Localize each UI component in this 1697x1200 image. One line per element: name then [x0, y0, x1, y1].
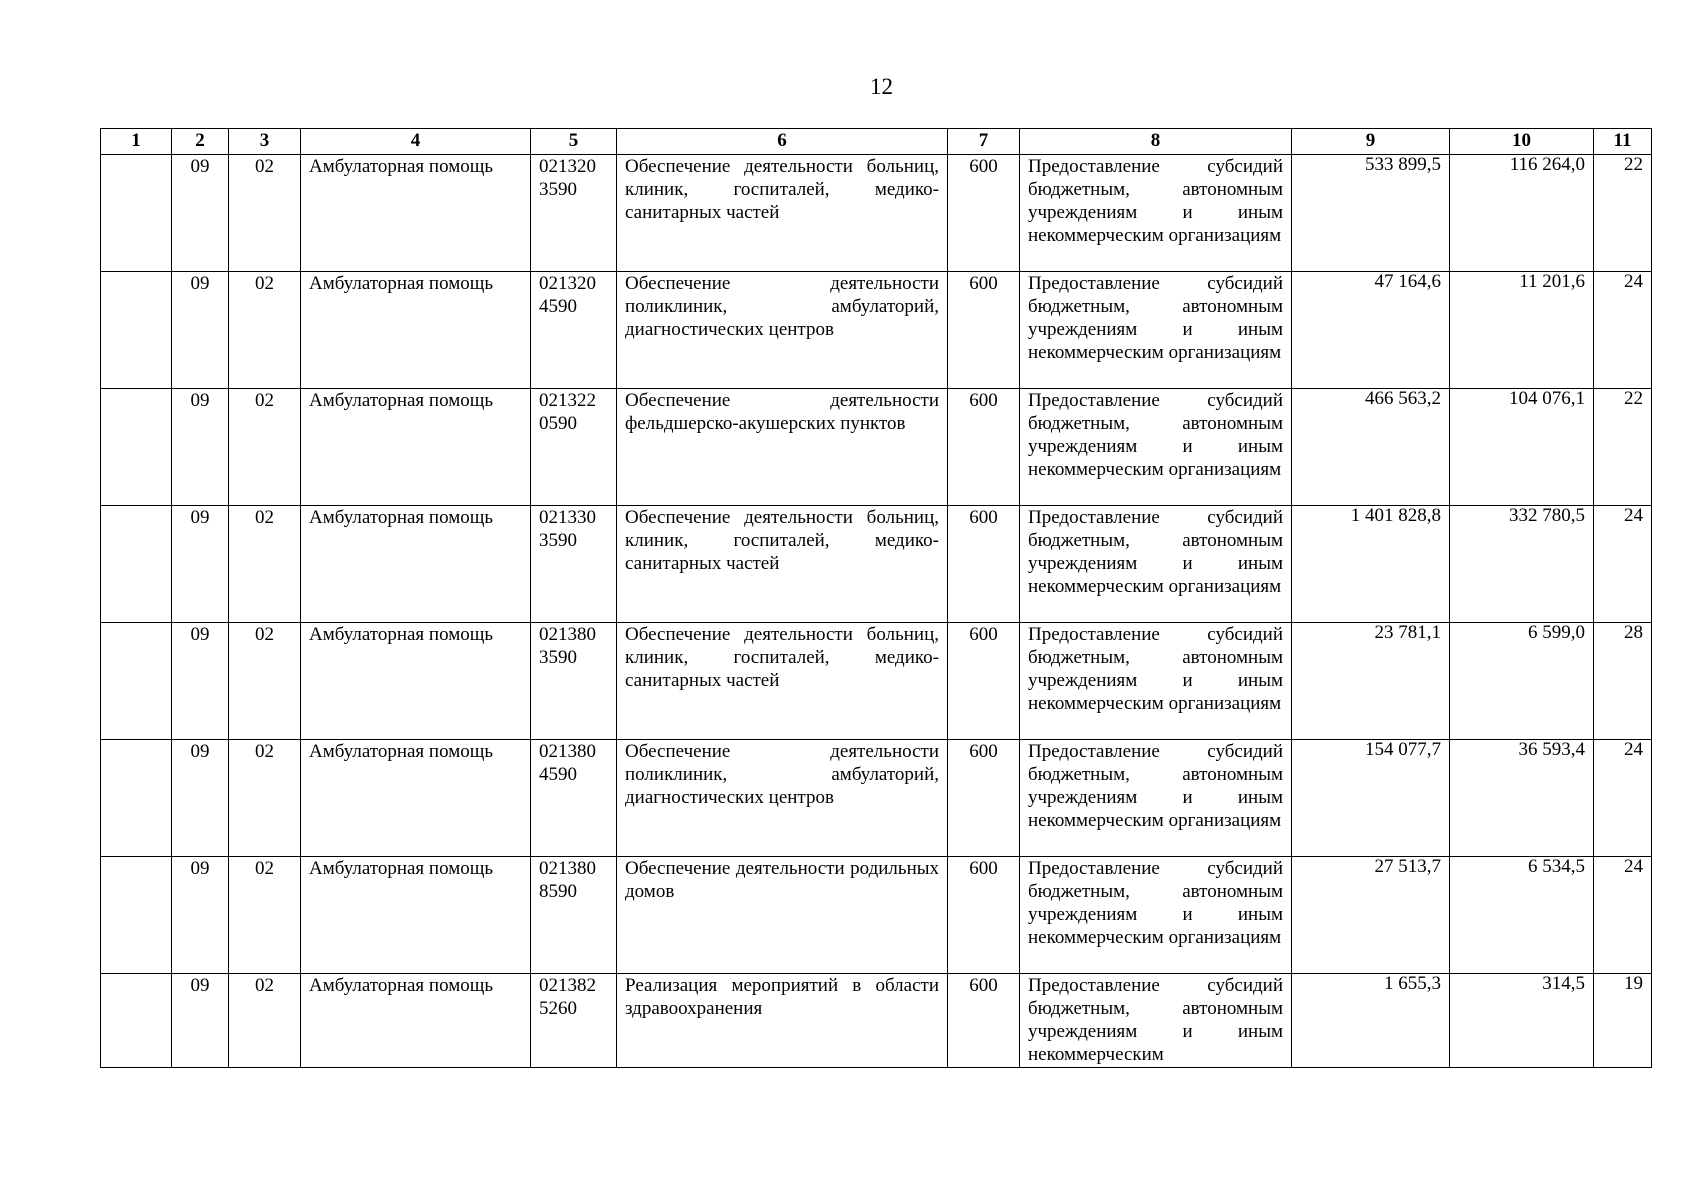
column-header: 5 — [531, 129, 617, 155]
table-row — [101, 623, 1652, 740]
cell-col1 — [101, 623, 172, 740]
cell-name: Амбулаторная помощь — [301, 740, 531, 857]
table-row — [101, 272, 1652, 389]
cell-code: 021382 5260 — [531, 974, 617, 1068]
cell-amount2: 116 264,0 — [1450, 155, 1594, 272]
cell-col1 — [101, 974, 172, 1068]
cell-purpose: Обеспечение деятельности больниц, клиник, госпиталей, медико-санитарных частей — [617, 155, 948, 272]
cell-type-name: Предоставление субсидий бюджетным, автономным учреждениям и иным некоммерческим организациям — [1020, 506, 1292, 623]
cell-name: Амбулаторная помощь — [301, 623, 531, 740]
cell-section: 09 — [172, 389, 229, 506]
cell-section: 09 — [172, 155, 229, 272]
cell-type-code: 600 — [948, 506, 1020, 623]
table-row — [101, 155, 1652, 272]
cell-col1 — [101, 506, 172, 623]
cell-percent: 24 — [1594, 506, 1652, 623]
cell-purpose: Обеспечение деятельности больниц, клиник, госпиталей, медико-санитарных частей — [617, 506, 948, 623]
cell-name: Амбулаторная помощь — [301, 974, 531, 1068]
cell-type-code: 600 — [948, 389, 1020, 506]
cell-type-name: Предоставление субсидий бюджетным, автономным учреждениям и иным некоммерческим организациям — [1020, 857, 1292, 974]
cell-amount: 23 781,1 — [1292, 623, 1450, 740]
cell-amount: 466 563,2 — [1292, 389, 1450, 506]
cell-code: 021320 4590 — [531, 272, 617, 389]
cell-subsection: 02 — [229, 506, 301, 623]
cell-percent: 24 — [1594, 740, 1652, 857]
cell-subsection: 02 — [229, 974, 301, 1068]
cell-subsection: 02 — [229, 272, 301, 389]
budget-table — [100, 128, 1652, 1068]
cell-type-name: Предоставление субсидий бюджетным, автономным учреждениям и иным некоммерческим организациям — [1020, 155, 1292, 272]
cell-type-code: 600 — [948, 857, 1020, 974]
cell-col1 — [101, 857, 172, 974]
cell-code: 021320 3590 — [531, 155, 617, 272]
cell-name: Амбулаторная помощь — [301, 857, 531, 974]
cell-percent: 22 — [1594, 155, 1652, 272]
column-header: 11 — [1594, 129, 1652, 155]
column-header: 8 — [1020, 129, 1292, 155]
cell-purpose: Обеспечение деятельности поликлиник, амбулаторий, диагностических центров — [617, 740, 948, 857]
cell-type-code: 600 — [948, 974, 1020, 1068]
cell-amount2: 314,5 — [1450, 974, 1594, 1068]
cell-type-code: 600 — [948, 623, 1020, 740]
column-header: 3 — [229, 129, 301, 155]
cell-amount: 154 077,7 — [1292, 740, 1450, 857]
cell-code: 021322 0590 — [531, 389, 617, 506]
cell-purpose: Обеспечение деятельности больниц, клиник, госпиталей, медико-санитарных частей — [617, 623, 948, 740]
cell-code: 021380 4590 — [531, 740, 617, 857]
cell-type-name: Предоставление субсидий бюджетным, автономным учреждениям и иным некоммерческим организациям — [1020, 389, 1292, 506]
column-header: 2 — [172, 129, 229, 155]
cell-percent: 24 — [1594, 857, 1652, 974]
column-header: 4 — [301, 129, 531, 155]
cell-purpose: Обеспечение деятельности фельдшерско-акушерских пунктов — [617, 389, 948, 506]
cell-amount: 533 899,5 — [1292, 155, 1450, 272]
cell-col1 — [101, 389, 172, 506]
header-row — [101, 129, 1652, 155]
cell-amount2: 6 599,0 — [1450, 623, 1594, 740]
cell-section: 09 — [172, 740, 229, 857]
cell-subsection: 02 — [229, 740, 301, 857]
table-row — [101, 857, 1652, 974]
cell-amount2: 6 534,5 — [1450, 857, 1594, 974]
cell-name: Амбулаторная помощь — [301, 389, 531, 506]
cell-name: Амбулаторная помощь — [301, 272, 531, 389]
cell-amount2: 11 201,6 — [1450, 272, 1594, 389]
cell-type-code: 600 — [948, 740, 1020, 857]
cell-code: 021380 8590 — [531, 857, 617, 974]
column-header: 6 — [617, 129, 948, 155]
cell-amount2: 36 593,4 — [1450, 740, 1594, 857]
cell-col1 — [101, 272, 172, 389]
cell-col1 — [101, 740, 172, 857]
cell-type-name: Предоставление субсидий бюджетным, автономным учреждениям и иным некоммерческим организациям — [1020, 272, 1292, 389]
table-body — [101, 155, 1652, 1068]
cell-section: 09 — [172, 506, 229, 623]
cell-type-code: 600 — [948, 155, 1020, 272]
cell-subsection: 02 — [229, 155, 301, 272]
page-number: 12 — [870, 74, 893, 99]
cell-percent: 24 — [1594, 272, 1652, 389]
cell-code: 021380 3590 — [531, 623, 617, 740]
cell-section: 09 — [172, 623, 229, 740]
column-header: 9 — [1292, 129, 1450, 155]
cell-type-name: Предоставление субсидий бюджетным, автономным учреждениям и иным некоммерческим организациям — [1020, 623, 1292, 740]
cell-percent: 22 — [1594, 389, 1652, 506]
table-row — [101, 389, 1652, 506]
cell-section: 09 — [172, 272, 229, 389]
cell-amount2: 104 076,1 — [1450, 389, 1594, 506]
column-header: 10 — [1450, 129, 1594, 155]
cell-percent: 28 — [1594, 623, 1652, 740]
cell-code: 021330 3590 — [531, 506, 617, 623]
cell-subsection: 02 — [229, 623, 301, 740]
cell-percent: 19 — [1594, 974, 1652, 1068]
cell-type-name: Предоставление субсидий бюджетным, автономным учреждениям и иным некоммерческим — [1020, 974, 1292, 1068]
cell-purpose: Обеспечение деятельности родильных домов — [617, 857, 948, 974]
cell-amount2: 332 780,5 — [1450, 506, 1594, 623]
column-header: 7 — [948, 129, 1020, 155]
cell-col1 — [101, 155, 172, 272]
cell-purpose: Обеспечение деятельности поликлиник, амбулаторий, диагностических центров — [617, 272, 948, 389]
cell-amount: 1 655,3 — [1292, 974, 1450, 1068]
table-row — [101, 506, 1652, 623]
cell-subsection: 02 — [229, 857, 301, 974]
cell-name: Амбулаторная помощь — [301, 155, 531, 272]
cell-amount: 1 401 828,8 — [1292, 506, 1450, 623]
cell-purpose: Реализация мероприятий в области здравоохранения — [617, 974, 948, 1068]
cell-type-code: 600 — [948, 272, 1020, 389]
cell-section: 09 — [172, 857, 229, 974]
column-header: 1 — [101, 129, 172, 155]
table-row — [101, 740, 1652, 857]
cell-amount: 27 513,7 — [1292, 857, 1450, 974]
cell-amount: 47 164,6 — [1292, 272, 1450, 389]
table-row — [101, 974, 1652, 1068]
cell-section: 09 — [172, 974, 229, 1068]
cell-subsection: 02 — [229, 389, 301, 506]
cell-name: Амбулаторная помощь — [301, 506, 531, 623]
cell-type-name: Предоставление субсидий бюджетным, автономным учреждениям и иным некоммерческим организациям — [1020, 740, 1292, 857]
